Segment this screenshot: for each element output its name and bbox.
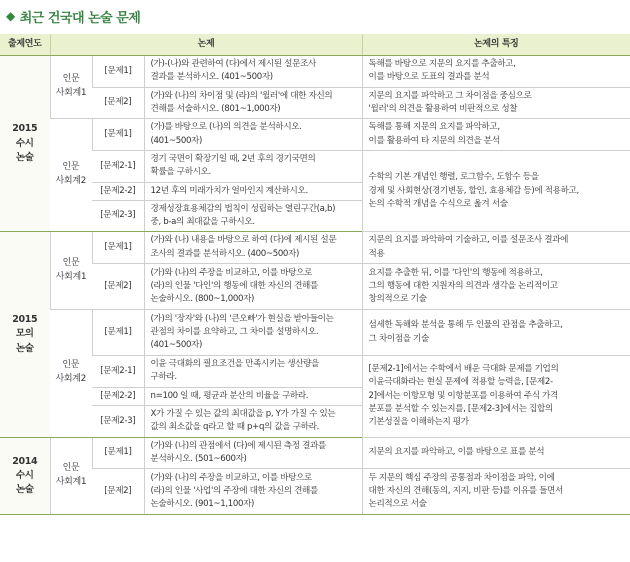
question-text: 경기 국면이 확장기일 때, 2년 후의 경기국면의 확률을 구하시오. — [144, 150, 362, 182]
question-number: [문제2] — [92, 469, 144, 515]
table-header-row — [0, 34, 630, 56]
table-body — [0, 56, 630, 515]
question-text: 12년 후의 미래가치가 얼마인지 계산하시오. — [144, 182, 362, 200]
year-cell: 2015 수시 논술 — [0, 56, 50, 232]
question-text: (가)와 (나)의 주장을 비교하고, 이를 바탕으로 (라)의 인물 '사업'의 주장에 대한 자신의 견해를 논술하시오. (901~1,100자) — [144, 469, 362, 515]
question-text: X가 가질 수 있는 값의 최대값을 p, Y가 가질 수 있는 값의 최소값을 q라고 할 때 p+q의 값을 구하라. — [144, 406, 362, 438]
question-text: (가)를 바탕으로 (나)의 의견을 분석하시오. (401~500자) — [144, 119, 362, 151]
table-row — [0, 310, 630, 356]
header-question: 논제 — [50, 34, 362, 56]
type-cell: 인문 사회계2 — [50, 119, 92, 232]
question-text: 경제성장효용체감의 법칙이 성립하는 열린구간(a,b) 중, b-a의 최대값을 구하시오. — [144, 200, 362, 232]
question-text: n=100 일 때, 평균과 분산의 비율을 구하라. — [144, 387, 362, 405]
table-row — [0, 150, 630, 182]
question-number: [문제2-2] — [92, 182, 144, 200]
question-number: [문제2-2] — [92, 387, 144, 405]
question-number: [문제2] — [92, 87, 144, 119]
feature-text: 지문의 요지를 파악하고, 이를 바탕으로 표를 분석 — [362, 437, 630, 469]
question-number: [문제2-3] — [92, 200, 144, 232]
question-number: [문제2-3] — [92, 406, 144, 438]
question-text: (가)와 (나)의 주장을 비교하고, 이를 바탕으로 (라)의 인물 '다인'의 행동에 대한 자신의 견해를 논술하시오. (800~1,000자) — [144, 264, 362, 310]
year-cell: 2014 수시 논술 — [0, 437, 50, 515]
question-number: [문제1] — [92, 56, 144, 88]
question-text: (가)-(나)와 관련하여 (다)에서 제시된 설문조사 결과를 분석하시오. (401~500자) — [144, 56, 362, 88]
header-feature: 논제의 특징 — [362, 34, 630, 56]
question-text: (가)의 '장자'와 (나)의 '큰오빠'가 현실을 받아들이는 관점의 차이를 요약하고, 그 차이를 설명하시오. (401~500자) — [144, 310, 362, 356]
table-row — [0, 264, 630, 310]
header-year: 출제연도 — [0, 34, 50, 56]
question-number: [문제1] — [92, 232, 144, 264]
essay-table — [0, 34, 630, 515]
question-text: (가)와 (나)의 관점에서 (다)에 제시된 측정 결과를 분석하시오. (501~600자) — [144, 437, 362, 469]
feature-text: 독해를 바탕으로 지문의 요지를 추출하고, 이를 바탕으로 도표의 결과를 분석 — [362, 56, 630, 88]
feature-text: 섬세한 독해와 분석을 통해 두 인물의 관점을 추출하고, 그 차이점을 기술 — [362, 310, 630, 356]
feature-text: 두 지문의 핵심 주장의 공통점과 차이점을 파악, 이에 대한 자신의 견해(동의, 지지, 비판 등)를 이유를 들면서 논리적으로 서술 — [362, 469, 630, 515]
feature-text: 요지를 추출한 뒤, 이를 '다인'의 행동에 적용하고, 그의 행동에 대한 지원자의 의견과 생각을 논리적이고 창의적으로 기술 — [362, 264, 630, 310]
feature-text: 지문의 요지를 파악하고 그 차이점을 중심으로 '윌러'의 의견을 활용하여 비판적으로 성찰 — [362, 87, 630, 119]
question-number: [문제1] — [92, 310, 144, 356]
feature-text: 독해를 통해 지문의 요지를 파악하고, 이를 활용하여 타 지문의 의견을 분석 — [362, 119, 630, 151]
question-number: [문제2-1] — [92, 356, 144, 388]
feature-text: 지문의 요지를 파악하여 기술하고, 이를 설문조사 결과에 적용 — [362, 232, 630, 264]
type-cell: 인문 사회계1 — [50, 437, 92, 515]
feature-text: [문제2-1]에서는 수학에서 배운 극대화 문제를 기업의 이윤극대화라는 현실 문제에 적용할 능력을, [문제2- 2]에서는 이항모형 및 이항분포를 이용하여 주식 가격 분포를 분석할 수 있는지를, [문제2-3]에서는 집합의 기본성질을 이해하는지 평가 — [362, 356, 630, 438]
question-text: 이윤 극대화의 필요조건을 만족시키는 생산량을 구하라. — [144, 356, 362, 388]
type-cell: 인문 사회계1 — [50, 232, 92, 310]
type-cell: 인문 사회계1 — [50, 56, 92, 119]
question-number: [문제2-1] — [92, 150, 144, 182]
feature-text: 수학의 기본 개념인 행렬, 로그함수, 도함수 등을 경제 및 사회현상(경기변동, 할인, 효용체감 등)에 적용하고, 논의 수학적 개념을 수식으로 옮겨 서술 — [362, 150, 630, 232]
page-title-text: 최근 건국대 논술 문제 — [19, 10, 141, 26]
question-text: (가)와 (나)의 차이점 및 (라)의 '윌러'에 대한 자신의 견해를 서술하시오. (801~1,000자) — [144, 87, 362, 119]
table-row — [0, 437, 630, 469]
year-cell: 2015 모의 논술 — [0, 232, 50, 437]
table-row — [0, 87, 630, 119]
table-row — [0, 232, 630, 264]
question-text: (가)와 (나) 내용을 바탕으로 하여 (다)에 제시된 설문 조사의 결과를 분석하시오. (400~500자) — [144, 232, 362, 264]
page-title — [6, 4, 140, 28]
type-cell: 인문 사회계2 — [50, 310, 92, 438]
table-row — [0, 119, 630, 151]
table-row — [0, 469, 630, 515]
table-row — [0, 356, 630, 388]
question-number: [문제1] — [92, 119, 144, 151]
question-number: [문제1] — [92, 437, 144, 469]
question-number: [문제2] — [92, 264, 144, 310]
table-row — [0, 56, 630, 88]
diamond-bullet-icon: ◆ — [6, 9, 15, 23]
